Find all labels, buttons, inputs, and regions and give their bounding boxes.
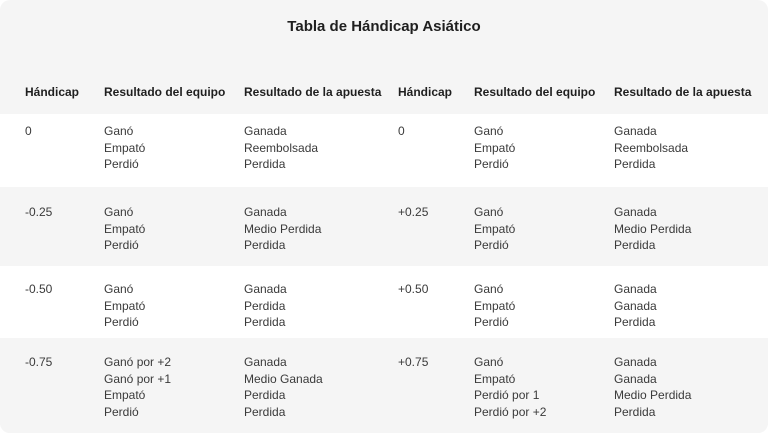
bet-result-cell (244, 266, 398, 338)
team-result-line: Perdió por 1 (474, 388, 540, 402)
team-result-line: Ganó (474, 355, 504, 369)
column-header-team-result: Resultado del equipo (474, 85, 596, 99)
team-result-line: Empató (104, 388, 146, 402)
bet-result-line: Perdida (244, 315, 286, 329)
table-row (0, 266, 768, 338)
bet-result-cell (614, 338, 768, 433)
team-result-line: Ganó (474, 205, 504, 219)
team-result-line: Empató (474, 371, 516, 386)
bet-result-line: Ganada (614, 298, 657, 313)
team-result-cell (104, 114, 244, 187)
handicap-table (0, 76, 768, 433)
bet-result-line: Perdida (244, 238, 286, 252)
column-header-handicap: Hándicap (398, 85, 453, 99)
bet-result-cell (614, 114, 768, 187)
handicap-value: +0.50 (398, 282, 429, 296)
bet-result-cell (244, 187, 398, 266)
handicap-value: +0.75 (398, 355, 429, 369)
bet-result-line: Medio Perdida (614, 388, 692, 402)
bet-result-line: Perdida (244, 298, 286, 313)
bet-result-line: Medio Perdida (244, 221, 322, 236)
table-row (0, 187, 768, 266)
handicap-value: -0.50 (25, 282, 53, 296)
handicap-value: -0.75 (25, 355, 53, 369)
column-header-bet-result: Resultado de la apuesta (614, 85, 752, 99)
team-result-line: Perdió (104, 315, 139, 329)
team-result-line: Perdió (474, 315, 509, 329)
bet-result-line: Perdida (244, 404, 286, 419)
bet-result-line: Ganada (614, 124, 657, 138)
bet-result-cell (244, 114, 398, 187)
team-result-cell (474, 187, 614, 266)
team-result-line: Ganó (104, 282, 134, 296)
bet-result-line: Ganada (614, 371, 657, 386)
bet-result-line: Medio Ganada (244, 371, 323, 386)
team-result-line: Empató (474, 140, 516, 155)
team-result-line: Perdió (104, 157, 139, 171)
team-result-cell (104, 187, 244, 266)
table-row (0, 114, 768, 187)
bet-result-line: Ganada (244, 282, 287, 296)
bet-result-cell (614, 187, 768, 266)
team-result-line: Perdió por +2 (474, 404, 547, 419)
bet-result-line: Reembolsada (614, 140, 689, 155)
team-result-line: Perdió (474, 238, 509, 252)
team-result-line: Empató (104, 298, 146, 313)
bet-result-line: Ganada (614, 355, 657, 369)
team-result-line: Ganó (104, 124, 134, 138)
bet-result-line: Ganada (244, 124, 287, 138)
bet-result-line: Medio Perdida (614, 221, 692, 236)
bet-result-line: Perdida (614, 157, 656, 171)
column-header-bet-result: Resultado de la apuesta (244, 85, 382, 99)
bet-result-line: Ganada (244, 205, 287, 219)
team-result-line: Perdió (474, 157, 509, 171)
team-result-line: Empató (104, 140, 146, 155)
bet-result-cell (244, 338, 398, 433)
column-header-team-result: Resultado del equipo (104, 85, 226, 99)
column-header-handicap: Hándicap (25, 85, 80, 99)
team-result-line: Empató (104, 221, 146, 236)
team-result-line: Ganó (474, 124, 504, 138)
page-title: Tabla de Hándicap Asiático (287, 18, 481, 35)
table-header-row (0, 76, 768, 108)
bet-result-line: Ganada (614, 282, 657, 296)
bet-result-line: Ganada (244, 355, 287, 369)
handicap-value: -0.25 (25, 205, 53, 219)
bet-result-line: Ganada (614, 205, 657, 219)
team-result-line: Empató (474, 298, 516, 313)
team-result-line: Ganó por +2 (104, 355, 172, 369)
team-result-cell (104, 338, 244, 433)
team-result-line: Perdió (104, 404, 139, 419)
team-result-line: Ganó (474, 282, 504, 296)
bet-result-line: Perdida (614, 404, 656, 419)
handicap-value: +0.25 (398, 205, 429, 219)
team-result-cell (104, 266, 244, 338)
bet-result-line: Perdida (614, 238, 656, 252)
table-row (0, 338, 768, 433)
team-result-cell (474, 114, 614, 187)
team-result-cell (474, 266, 614, 338)
bet-result-line: Perdida (244, 388, 286, 402)
team-result-line: Ganó por +1 (104, 371, 172, 386)
team-result-line: Ganó (104, 205, 134, 219)
bet-result-line: Reembolsada (244, 140, 319, 155)
handicap-value: 0 (25, 124, 32, 138)
handicap-value: 0 (398, 124, 405, 138)
team-result-line: Empató (474, 221, 516, 236)
team-result-cell (474, 338, 614, 433)
bet-result-line: Perdida (244, 157, 286, 171)
team-result-line: Perdió (104, 238, 139, 252)
bet-result-line: Perdida (614, 315, 656, 329)
bet-result-cell (614, 266, 768, 338)
